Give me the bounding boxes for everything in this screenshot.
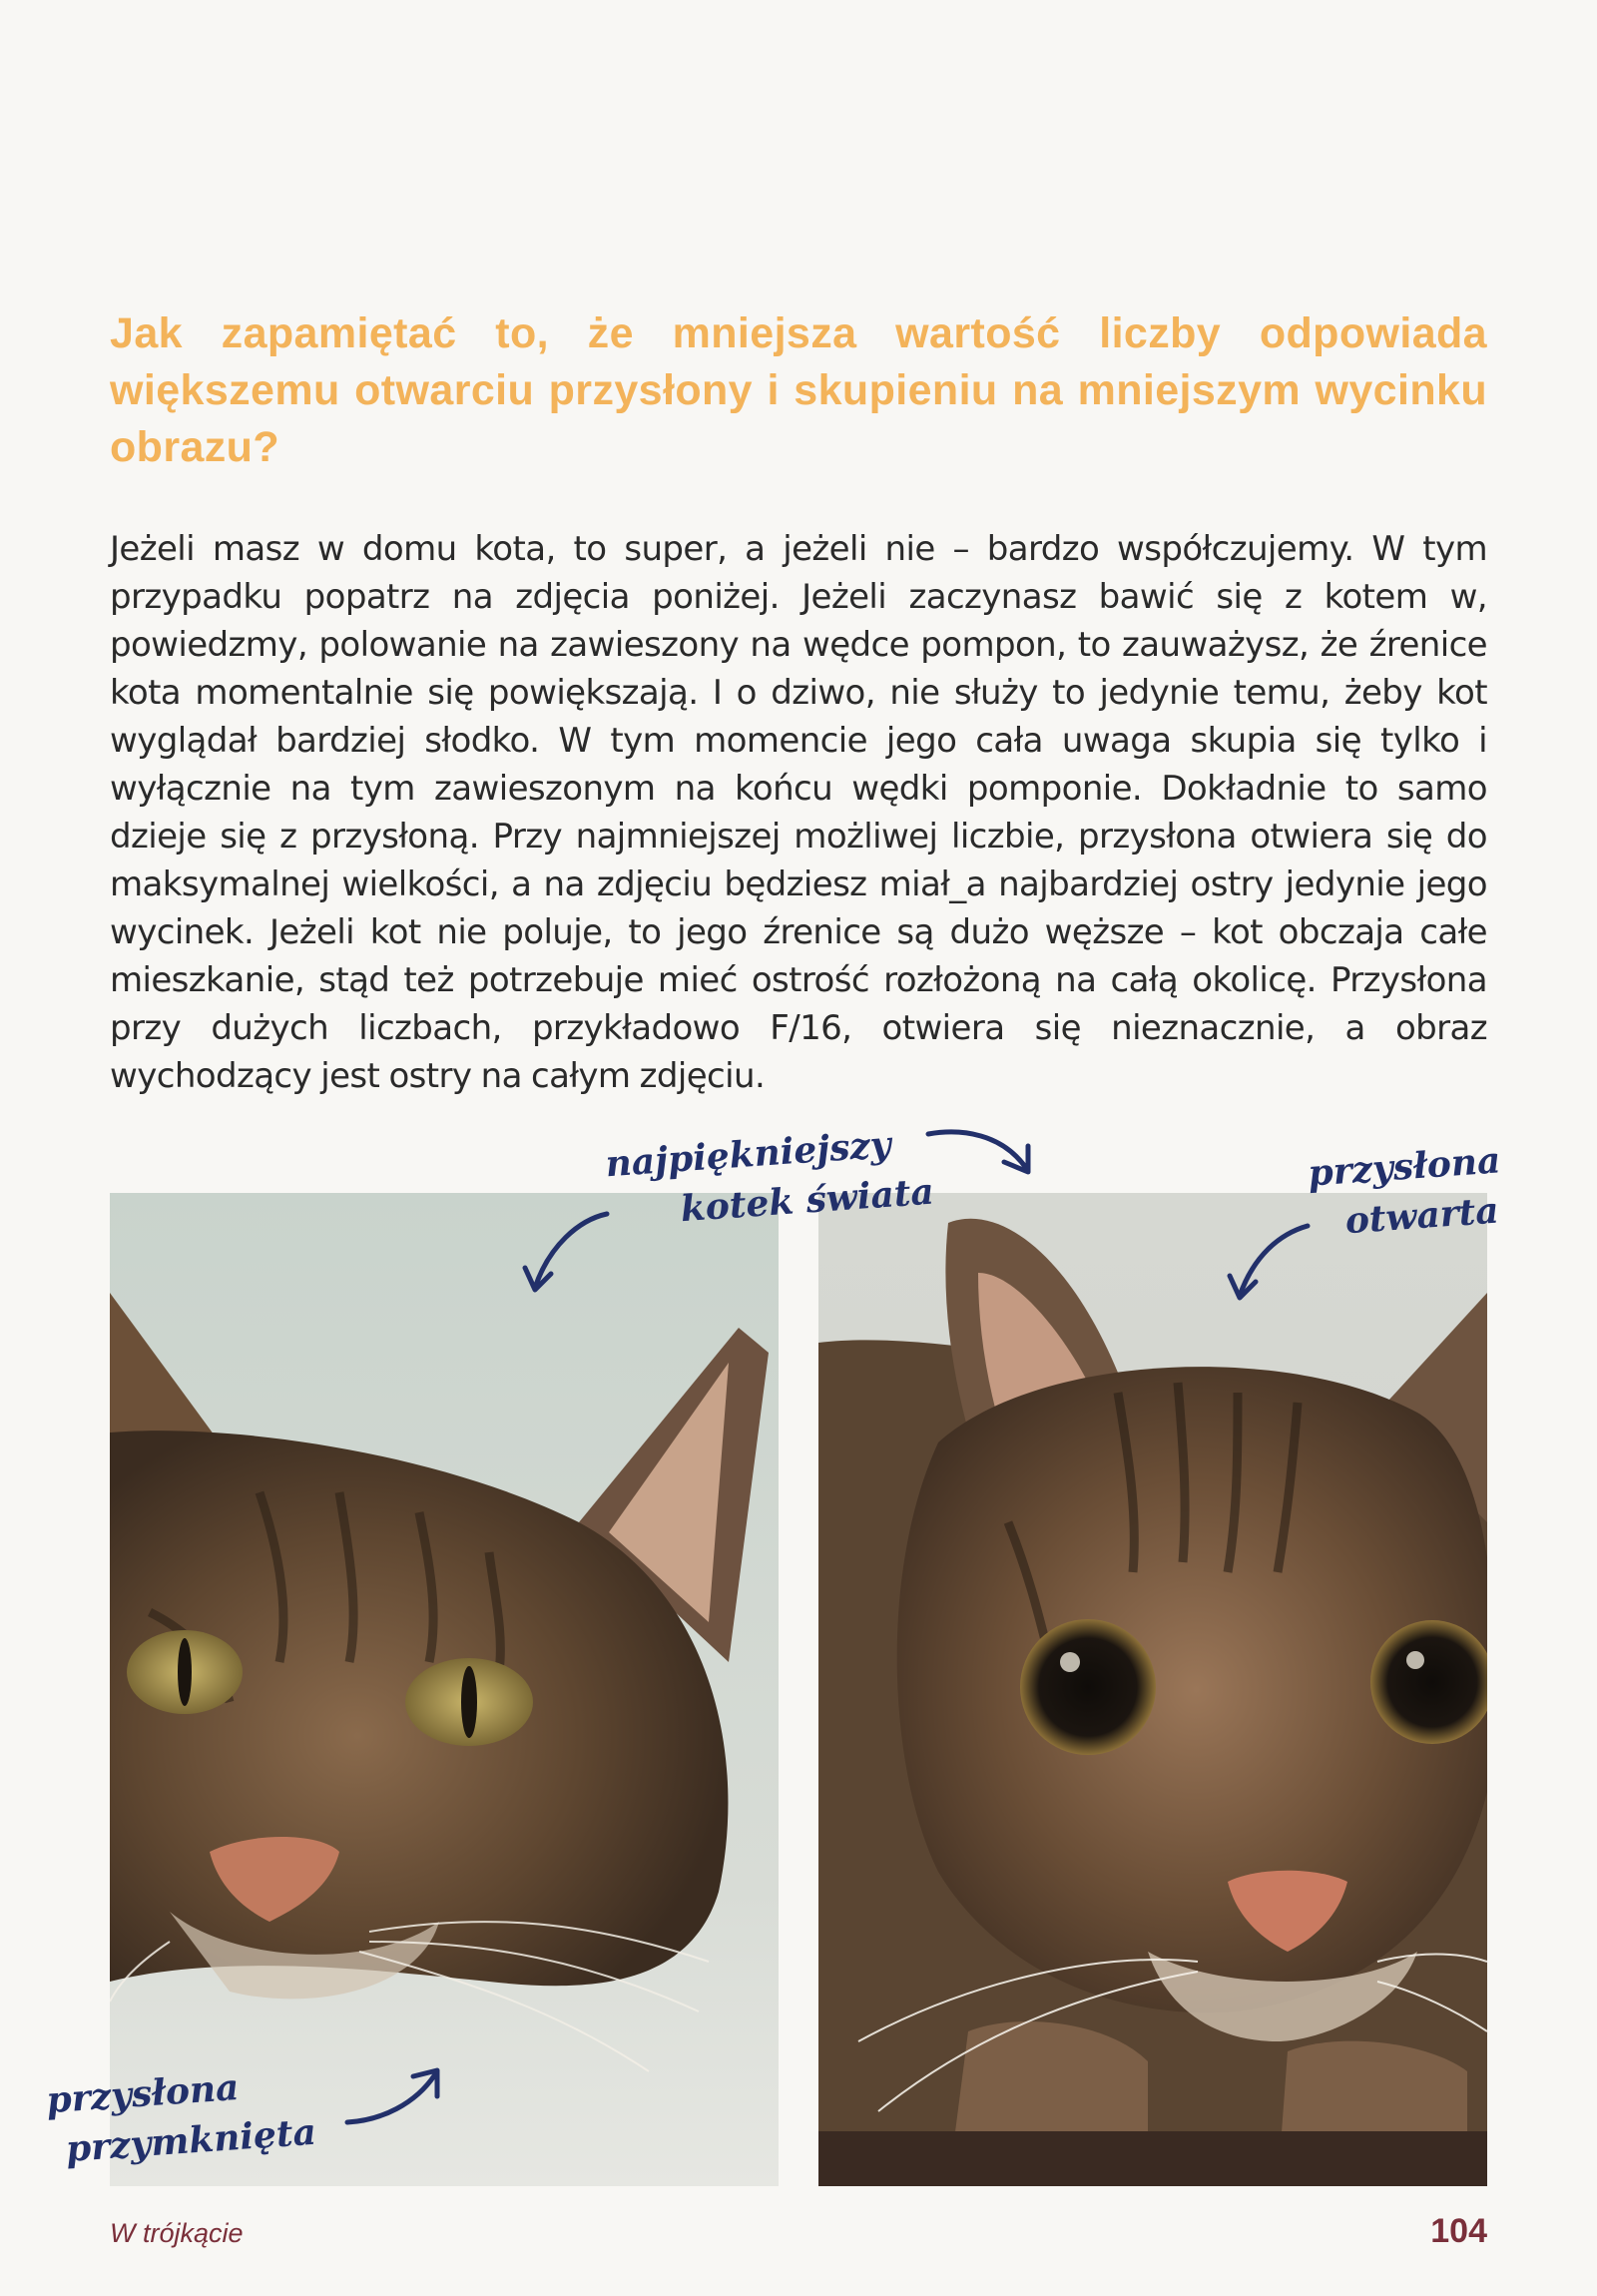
- cat-photo-open-aperture: [818, 1193, 1487, 2186]
- body-paragraph: Jeżeli masz w domu kota, to super, a jeżeli nie – bardzo współczujemy. W tym przypadku popatrz na zdjęcia poniżej. Jeżeli zaczynasz bawić się z kotem w, powiedzmy, polowanie na zawieszony na wędce pompon, to zauważysz, że źrenice kota momentalnie się powiększają. I o dziwo, nie służy to jedynie temu, żeby kot wyglądał bardziej słodko. W tym momencie jego cała uwaga skupia się tylko i wyłącznie na tym zawieszonym na końcu wędki pomponie. Dokładnie to samo dzieje się z przysłoną. Przy najmniejszej możliwej liczbie, przysłona otwiera się do maksymalnej wielkości, a na zdjęciu będziesz miał_a najbardziej ostry jedynie jego wycinek. Jeżeli kot nie poluje, to jego źrenice są dużo węższe – kot obczaja całe mieszkanie, stąd też potrzebuje mieć ostrość rozłożoną na całą okolicę. Przysłona przy dużych liczbach, przykładowo F/16, otwiera się nieznacznie, a obraz wychodzący jest ostry na całym zdjęciu.: [110, 529, 1487, 1096]
- annotation-right: [1307, 1135, 1506, 1248]
- section-heading: Jak zapamiętać to, że mniejsza wartość liczby odpowiada większemu otwarciu przysłony i skupieniu na mniejszym wycinku obrazu?: [110, 309, 1487, 471]
- annotation-right-line1: przysłona: [1307, 1139, 1502, 1195]
- arrow-up-right-icon: [341, 2064, 445, 2130]
- annotation-top-line2: kotek świata: [679, 1170, 935, 1231]
- arrow-right-icon: [922, 1126, 1038, 1186]
- annotation-bottom-line2: przymknięta: [64, 2110, 318, 2171]
- footer-section-title: W trójkącie: [110, 2218, 244, 2248]
- annotation-bottom-line1: przysłona: [45, 2065, 241, 2122]
- annotation-right-line2: otwarta: [1343, 1189, 1500, 1243]
- page-number: 104: [1430, 2212, 1487, 2250]
- annotation-bottom-left: [45, 2057, 318, 2175]
- arrow-down-left-right-icon: [1224, 1220, 1314, 1304]
- cat-photo-closed-aperture: [110, 1193, 779, 2186]
- annotation-top-line1: najpiękniejszy: [604, 1123, 893, 1186]
- arrow-down-left-icon: [519, 1208, 619, 1298]
